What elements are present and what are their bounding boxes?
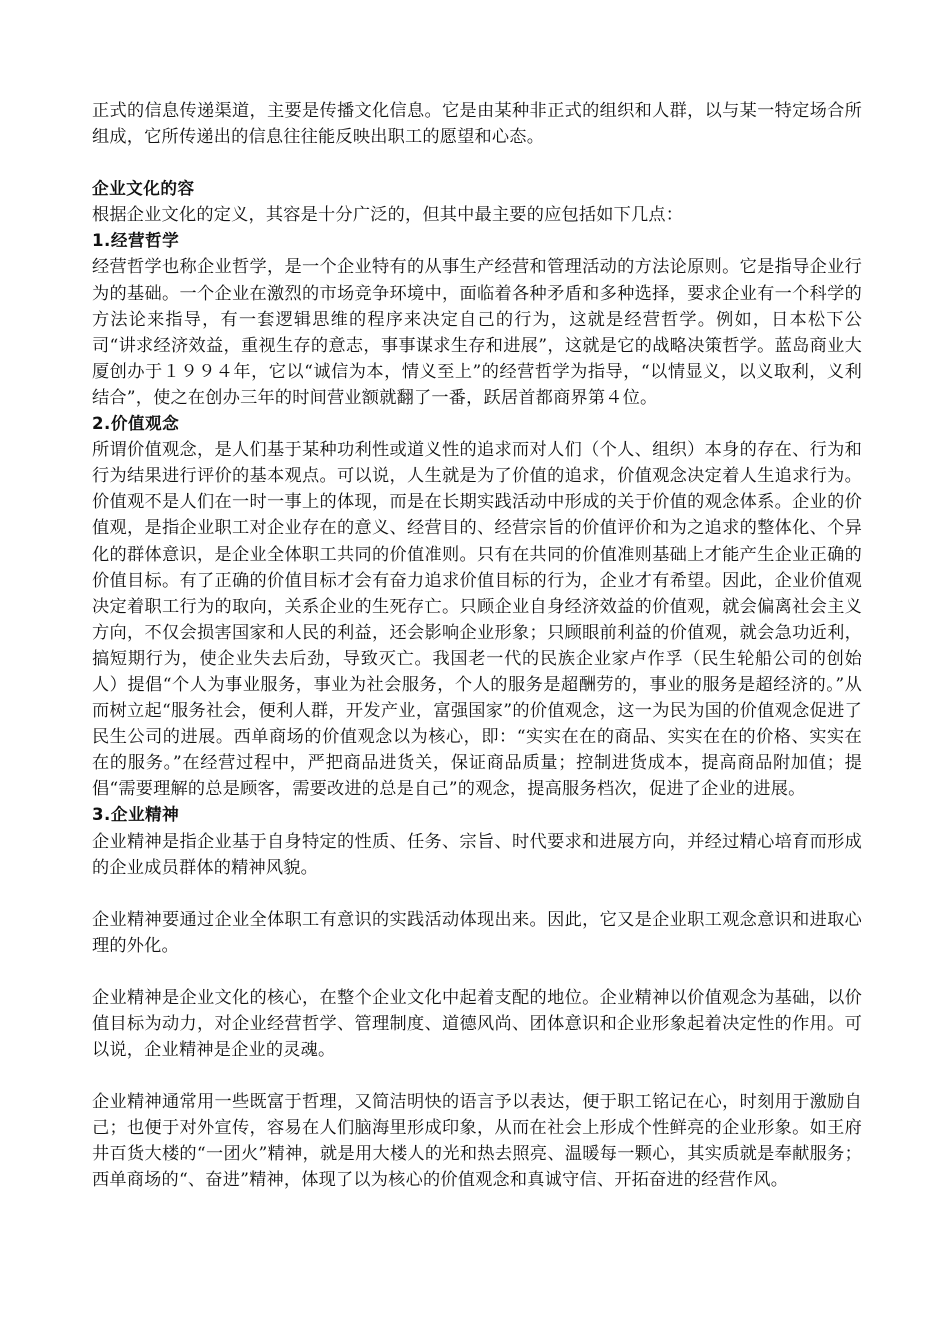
paragraph: 企业精神是企业文化的核心，在整个企业文化中起着支配的地位。企业精神以价值观念为基础，以价值目标为动力，对企业经营哲学、管理制度、道德风尚、团体意识和企业形象起着决定性的作用。可以说，企业精神是企业的灵魂。 <box>92 987 862 1061</box>
section-title: 企业文化的容 <box>92 179 195 199</box>
spacer <box>92 959 862 985</box>
document-page <box>92 98 862 1194</box>
paragraph: 企业精神是指企业基于自身特定的性质、任务、宗旨、时代要求和进展方向，并经过精心培育而形成的企业成员群体的精神风貌。 <box>92 831 862 878</box>
section-lead: 根据企业文化的定义，其容是十分广泛的，但其中最主要的应包括如下几点： <box>92 205 684 226</box>
spacer <box>92 150 862 176</box>
intro-paragraph: 正式的信息传递渠道，主要是传播文化信息。它是由某种非正式的组织和人群，以与某一特定场合所组成，它所传递出的信息往往能反映出职工的愿望和心态。 <box>92 101 862 148</box>
paragraph: 经营哲学也称企业哲学，是一个企业特有的从事生产经营和管理活动的方法论原则。它是指导企业行为的基础。一个企业在激烈的市场竞争环境中，面临着各种矛盾和多种选择，要求企业有一个科学的方法论来指导，有一套逻辑思维的程序来决定自己的行为，这就是经营哲学。例如，日本松下公司“讲求经济效益，重视生存的意志，事事谋求生存和进展”，这就是它的战略决策哲学。蓝岛商业大厦创办于１９９４年，它以“诚信为本，情义至上”的经营哲学为指导，“以情显义，以义取利，义利结合”，使之在创办三年的时间营业额就翻了一番，跃居首都商界第４位。 <box>92 257 862 408</box>
paragraph: 企业精神要通过企业全体职工有意识的实践活动体现出来。因此，它又是企业职工观念意识和进取心理的外化。 <box>92 909 862 956</box>
spacer <box>92 881 862 907</box>
spacer <box>92 1063 862 1089</box>
heading-business-philosophy: 1.经营哲学 <box>92 231 180 251</box>
paragraph: 所谓价值观念，是人们基于某种功利性或道义性的追求而对人们（个人、组织）本身的存在、行为和行为结果进行评价的基本观点。可以说，人生就是为了价值的追求，价值观念决定着人生追求行为。价值观不是人们在一时一事上的体现，而是在长期实践活动中形成的关于价值的观念体系。企业的价值观，是指企业职工对企业存在的意义、经营目的、经营宗旨的价值评价和为之追求的整体化、个异化的群体意识，是企业全体职工共同的价值准则。只有在共同的价值准则基础上才能产生企业正确的价值目标。有了正确的价值目标才会有奋力追求价值目标的行为，企业才有希望。因此，企业价值观决定着职工行为的取向，关系企业的生死存亡。只顾企业自身经济效益的价值观，就会偏离社会主义方向，不仅会损害国家和人民的利益，还会影响企业形象；只顾眼前利益的价值观，就会急功近利，搞短期行为，使企业失去后劲，导致灭亡。我国老一代的民族企业家卢作孚（民生轮船公司的创始人）提倡“个人为事业服务，事业为社会服务，个人的服务是超酬劳的，事业的服务是超经济的。”从而树立起“服务社会，便利人群，开发产业，富强国家”的价值观念，这一为民为国的价值观念促进了民生公司的进展。西单商场的价值观念以为核心，即：“实实在在的商品、实实在在的价格、实实在在的服务。”在经营过程中，严把商品进货关，保证商品质量；控制进货成本，提高商品附加值；提倡“需要理解的总是顾客，需要改进的总是自己”的观念，提高服务档次，促进了企业的进展。 <box>92 440 862 800</box>
paragraph: 企业精神通常用一些既富于哲理，又简洁明快的语言予以表达，便于职工铭记在心，时刻用于激励自己；也便于对外宣传，容易在人们脑海里形成印象，从而在社会上形成个性鲜亮的企业形象。如王府井百货大楼的“一团火”精神，就是用大楼人的光和热去照亮、温暖每一颗心，其实质就是奉献服务；西单商场的“、奋进”精神，体现了以为核心的价值观念和真诚守信、开拓奋进的经营作风。 <box>92 1092 862 1191</box>
heading-values: 2.价值观念 <box>92 414 180 434</box>
heading-enterprise-spirit: 3.企业精神 <box>92 805 180 825</box>
